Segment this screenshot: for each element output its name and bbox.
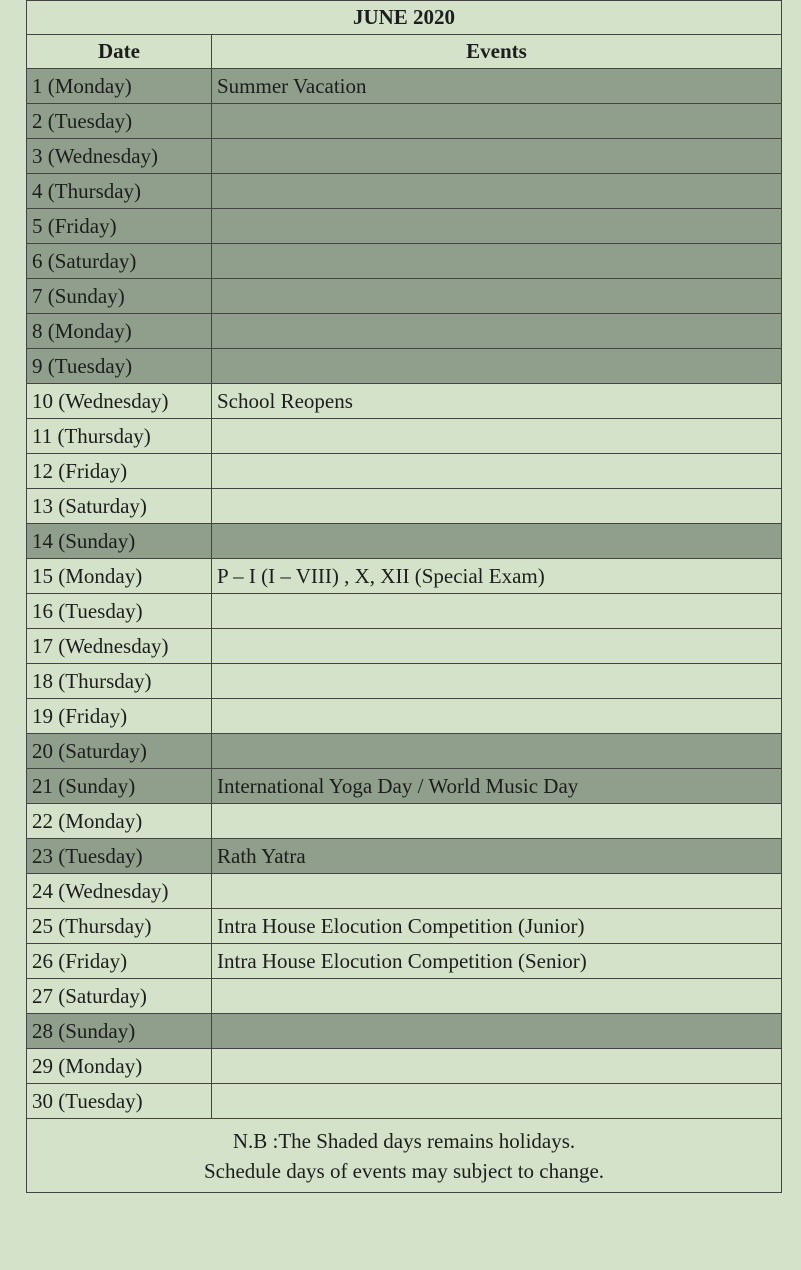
table-row (27, 454, 782, 489)
table-row (27, 594, 782, 629)
event-cell: Intra House Elocution Competition (Junior) (212, 909, 782, 944)
table-row (27, 1049, 782, 1084)
date-cell: 16 (Tuesday) (27, 594, 212, 629)
table-row (27, 209, 782, 244)
event-cell (212, 314, 782, 349)
table-row (27, 769, 782, 804)
date-cell: 17 (Wednesday) (27, 629, 212, 664)
date-cell: 10 (Wednesday) (27, 384, 212, 419)
event-cell: P – I (I – VIII) , X, XII (Special Exam) (212, 559, 782, 594)
date-cell: 26 (Friday) (27, 944, 212, 979)
note-line-1: N.B :The Shaded days remains holidays. (232, 1128, 576, 1153)
table-row (27, 69, 782, 104)
event-cell (212, 594, 782, 629)
event-cell: Summer Vacation (212, 69, 782, 104)
event-cell (212, 279, 782, 314)
event-cell (212, 1014, 782, 1049)
date-cell: 14 (Sunday) (27, 524, 212, 559)
event-cell: School Reopens (212, 384, 782, 419)
event-cell: Intra House Elocution Competition (Senior) (212, 944, 782, 979)
event-cell: International Yoga Day / World Music Day (212, 769, 782, 804)
table-row (27, 839, 782, 874)
event-cell (212, 734, 782, 769)
table-row (27, 279, 782, 314)
event-cell: Rath Yatra (212, 839, 782, 874)
table-row (27, 734, 782, 769)
date-cell: 29 (Monday) (27, 1049, 212, 1084)
date-cell: 11 (Thursday) (27, 419, 212, 454)
table-row (27, 104, 782, 139)
event-cell (212, 1084, 782, 1119)
table-row (27, 909, 782, 944)
table-row (27, 1084, 782, 1119)
table-row (27, 524, 782, 559)
event-cell (212, 104, 782, 139)
event-cell (212, 139, 782, 174)
date-cell: 1 (Monday) (27, 69, 212, 104)
date-cell: 23 (Tuesday) (27, 839, 212, 874)
table-row (27, 979, 782, 1014)
event-cell (212, 699, 782, 734)
date-column-header: Date (27, 35, 212, 69)
event-cell (212, 419, 782, 454)
date-cell: 8 (Monday) (27, 314, 212, 349)
june-calendar-table (26, 0, 782, 1193)
event-cell (212, 174, 782, 209)
table-row (27, 559, 782, 594)
event-cell (212, 454, 782, 489)
note-line-2: Schedule days of events may subject to change. (203, 1158, 605, 1183)
date-cell: 13 (Saturday) (27, 489, 212, 524)
date-cell: 4 (Thursday) (27, 174, 212, 209)
date-cell: 15 (Monday) (27, 559, 212, 594)
event-cell (212, 629, 782, 664)
date-cell: 2 (Tuesday) (27, 104, 212, 139)
date-cell: 28 (Sunday) (27, 1014, 212, 1049)
date-cell: 7 (Sunday) (27, 279, 212, 314)
title-row (27, 1, 782, 35)
event-cell (212, 1049, 782, 1084)
header-row (27, 35, 782, 69)
event-cell (212, 524, 782, 559)
date-cell: 6 (Saturday) (27, 244, 212, 279)
event-cell (212, 244, 782, 279)
table-row (27, 699, 782, 734)
date-cell: 19 (Friday) (27, 699, 212, 734)
date-cell: 21 (Sunday) (27, 769, 212, 804)
table-row (27, 629, 782, 664)
date-cell: 12 (Friday) (27, 454, 212, 489)
table-row (27, 944, 782, 979)
event-cell (212, 979, 782, 1014)
table-row (27, 419, 782, 454)
table-row (27, 349, 782, 384)
event-cell (212, 349, 782, 384)
table-row (27, 1014, 782, 1049)
date-cell: 22 (Monday) (27, 804, 212, 839)
date-cell: 20 (Saturday) (27, 734, 212, 769)
table-row (27, 874, 782, 909)
table-row (27, 314, 782, 349)
event-cell (212, 489, 782, 524)
date-cell: 27 (Saturday) (27, 979, 212, 1014)
table-row (27, 489, 782, 524)
event-cell (212, 804, 782, 839)
month-title: JUNE 2020 (27, 1, 782, 35)
event-cell (212, 209, 782, 244)
note-row (27, 1119, 782, 1193)
event-cell (212, 874, 782, 909)
date-cell: 25 (Thursday) (27, 909, 212, 944)
date-cell: 5 (Friday) (27, 209, 212, 244)
date-cell: 9 (Tuesday) (27, 349, 212, 384)
table-row (27, 139, 782, 174)
date-cell: 30 (Tuesday) (27, 1084, 212, 1119)
events-column-header: Events (212, 35, 782, 69)
table-row (27, 384, 782, 419)
event-cell (212, 664, 782, 699)
date-cell: 18 (Thursday) (27, 664, 212, 699)
date-cell: 24 (Wednesday) (27, 874, 212, 909)
table-row (27, 664, 782, 699)
table-row (27, 174, 782, 209)
date-cell: 3 (Wednesday) (27, 139, 212, 174)
table-row (27, 804, 782, 839)
note-cell (27, 1119, 782, 1193)
table-row (27, 244, 782, 279)
calendar-rows (27, 69, 782, 1119)
